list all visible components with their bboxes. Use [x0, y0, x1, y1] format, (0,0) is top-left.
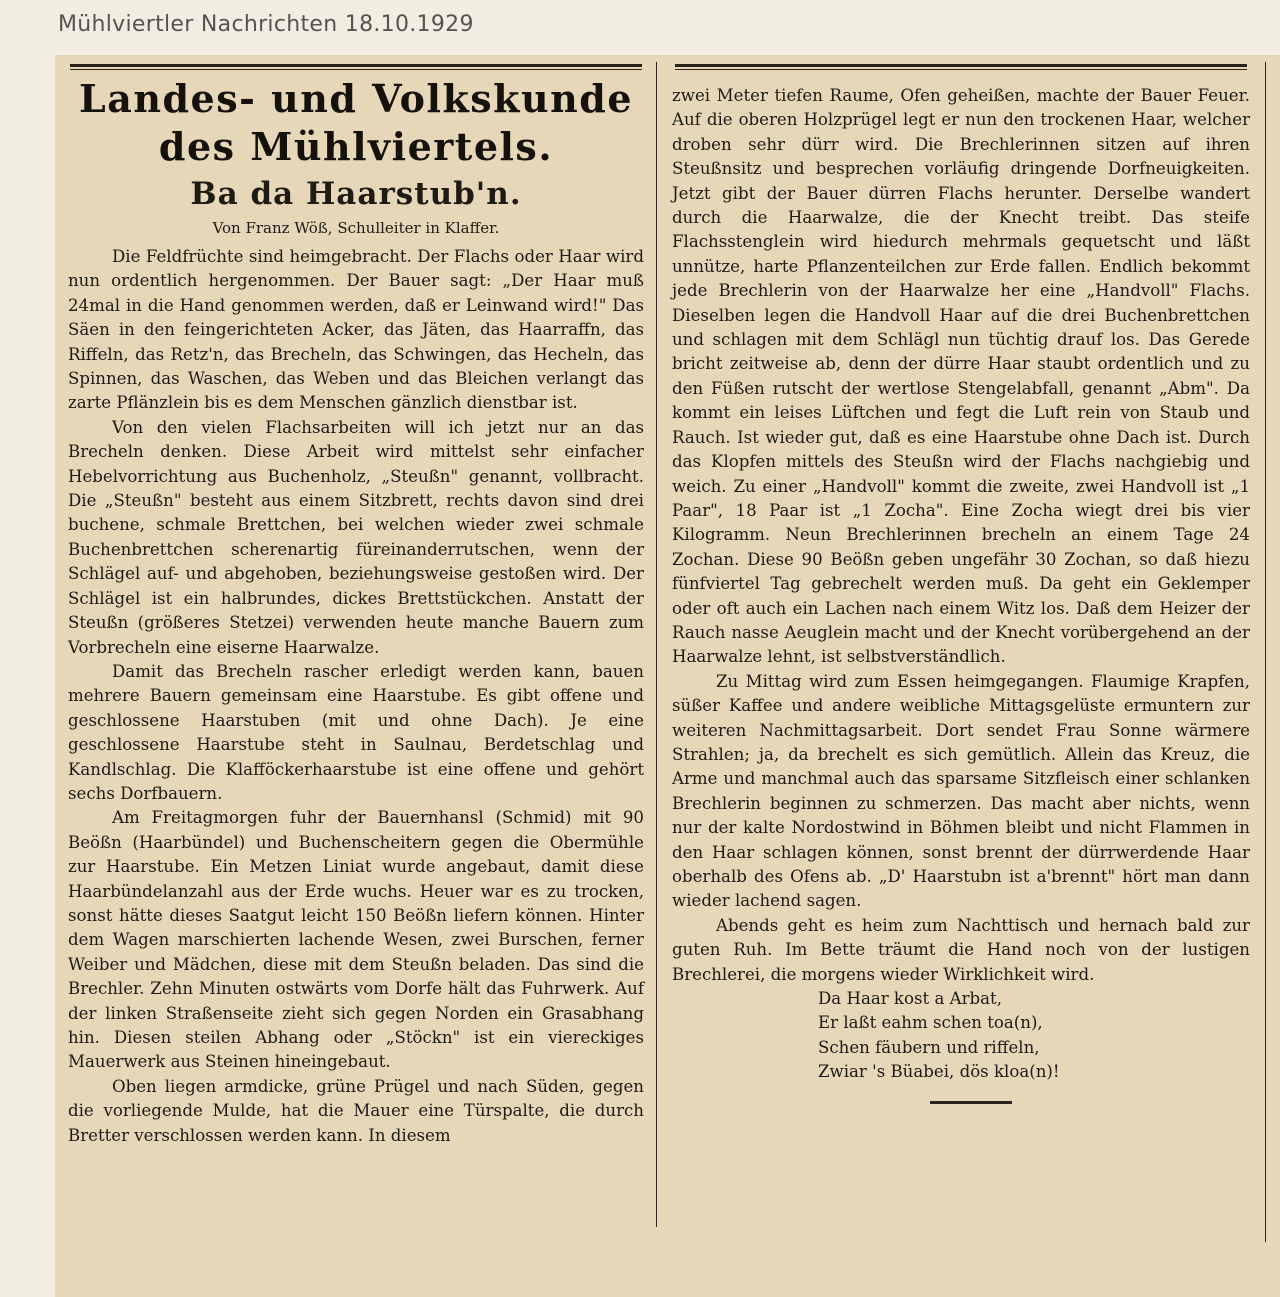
column-divider: [656, 62, 657, 1227]
paragraph: Am Freitagmorgen fuhr der Bauernhansl (Schmid) mit 90 Beößn (Haarbündel) und Buchenscheitern gegen die Obermühle zur Haarstube. Ein Metzen Liniat wurde angebaut, damit diese Haarbündelanzahl aus der Erde wuchs. Heuer war es zu trocken, sonst hätte dieses Saatgut leicht 150 Beößn liefern können. Hinter dem Wagen marschierten lachende Wesen, zwei Burschen, ferner Weiber und Mädchen, diese mit dem Steußn beladen. Das sind die Brechler. Zehn Minuten ostwärts vom Dorfe hält das Fuhrwerk. Auf der linken Straßenseite zieht sich gegen Norden ein Grasabhang hin. Diesen steilen Abhang oder „Stöckn" ist ein viereckiges Mauerwerk aus Steinen hineingebaut.: [68, 808, 644, 1072]
source-caption: Mühlviertler Nachrichten 18.10.1929: [58, 12, 474, 37]
paragraph: Abends geht es heim zum Nachttisch und hernach bald zur guten Ruh. Im Bette träumt die Hand noch von der lustigen Brechlerei, die morgens wieder Wirklichkeit wird.: [672, 915, 1250, 984]
paragraph: zwei Meter tiefen Raume, Ofen geheißen, machte der Bauer Feuer. Auf die oberen Holzprügel legt er nun den trockenen Haar, welcher droben sehr dürr wird. Die Brechlerinnen sitzen auf ihren Steußnsitz und besprechen vorläufig dringende Dorfneuigkeiten. Jetzt gibt der Bauer dürren Flachs herunter. Derselbe wandert durch die Haarwalze, die der Knecht treibt. Das steife Flachsstenglein wird hiedurch mehrmals gequetscht und läßt unnütze, harte Pflanzenteilchen zur Erde fallen. Endlich bekommt jede Brechlerin von der Haarwalze her eine „Handvoll" Flachs. Dieselben legen die Handvoll Haar auf die drei Buchenbrettchen und schlagen mit dem Schlägl nun tüchtig drauf los. Das Gerede bricht zeitweise ab, denn der dürre Haar staubt ordentlich und zu den Füßen rutscht der wertlose Stengelabfall, genannt „Abm". Da kommt ein leises Lüftchen und fegt die Luft rein von Staub und Rauch. Ist wieder gut, daß es eine Haarstube ohne Dach ist. Durch das Klopfen mittels des Steußn wird der Flachs nachgiebig und weich. Zu einer „Handvoll" kommt die zweite, zwei Handvoll ist „1 Paar", 18 Paar ist „1 Zocha". Eine Zocha wiegt drei bis vier Kilogramm. Neun Brechlerinnen brecheln an einem Tage 24 Zochan. Diese 90 Beößn geben ungefähr 30 Zochan, so daß hiezu fünfviertel Tag gebrechelt werden muß. Da geht ein Geklemper oder oft auch ein Lachen nach einem Witz los. Daß dem Heizer der Rauch nasse Aeuglein macht und der Knecht vorübergehend an der Haarwalze lehnt, ist selbstverständlich.: [672, 86, 1250, 667]
right-column-body: [672, 84, 1250, 987]
subheadline: Ba da Haarstub'n.: [190, 176, 522, 212]
byline: Von Franz Wöß, Schulleiter in Klaffer.: [212, 219, 500, 237]
paragraph: Von den vielen Flachsarbeiten will ich jetzt nur an das Brecheln denken. Diese Arbeit wird mittelst sehr einfacher Hebelvorrichtung aus Buchenholz, „Steußn" genannt, vollbracht. Die „Steußn" besteht aus einem Sitzbrett, rechts davon sind drei buchene, schmale Brettchen, bei welchen wieder zwei schmale Buchenbrettchen scherenartig füreinanderrutschen, wenn der Schlägel auf- und abgehoben, beziehungsweise gestoßen wird. Der Schlägel ist ein halbrundes, dickes Brettstückchen. Anstatt der Steußn (größeres Stetzei) verwenden heute manche Bauern zum Vorbrecheln eine eiserne Haarwalze.: [68, 417, 644, 657]
headline-line-2: des Mühlviertels.: [158, 124, 554, 169]
left-column-body: [68, 245, 644, 1148]
right-edge-rule: [1265, 62, 1266, 1242]
end-rule: [930, 1101, 1012, 1104]
paragraph: Damit das Brecheln rascher erledigt werden kann, bauen mehrere Bauern gemeinsam eine Haarstube. Es gibt offene und geschlossene Haarstuben (mit und ohne Dach). Je eine geschlossene Haarstube steht in Saulnau, Berdetschlag und Kandlschlag. Die Klafföckerhaarstube ist eine offene und gehört sechs Dorfbauern.: [68, 661, 644, 803]
paragraph: Die Feldfrüchte sind heimgebracht. Der Flachs oder Haar wird nun ordentlich hergenommen. Der Bauer sagt: „Der Haar muß 24mal in die Hand genommen werden, daß er Leinwand wird!" Das Säen in den feingerichteten Acker, das Jäten, das Haarraffn, das Riffeln, das Retz'n, das Brecheln, das Schwingen, das Hecheln, das Spinnen, das Waschen, das Weben und das Bleichen verlangt das zarte Pflänzlein bis es dem Menschen gänzlich dienstbar ist.: [68, 247, 644, 413]
left-column: [68, 75, 644, 1148]
top-rule-right: [675, 64, 1247, 70]
verse-line: Zwiar 's Büabei, dös kloa(n)!: [818, 1062, 1060, 1082]
verse-line: Schen fäubern und riffeln,: [818, 1037, 1040, 1057]
headline-line-1: Landes- und Volkskunde: [79, 76, 633, 121]
closing-verse: [818, 987, 1250, 1085]
top-rule-left: [70, 64, 642, 70]
paragraph: Zu Mittag wird zum Essen heimgegangen. Flaumige Krapfen, süßer Kaffee und andere weibliche Mittagsgelüste ermuntern zur weiteren Nachmittagsarbeit. Dort sendet Frau Sonne wärmere Strahlen; ja, da brechelt es sich gemütlich. Allein das Kreuz, die Arme und manchmal auch das sparsame Sitzfleisch einer schlanken Brechlerin beginnen zu schmerzen. Das macht aber nichts, wenn nur der kalte Nordostwind in Böhmen bleibt und nicht Flammen in den Haar schlagen können, sonst brennt der dürrwerdende Haar oberhalb des Ofens ab. „D' Haarstubn ist a'brennt" hört man dann wieder lachend sagen.: [672, 671, 1250, 911]
paragraph: Oben liegen armdicke, grüne Prügel und nach Süden, gegen die vorliegende Mulde, hat die Mauer eine Türspalte, die durch Bretter verschlossen werden kann. In diesem: [68, 1076, 644, 1145]
right-column: [672, 84, 1250, 1104]
verse-line: Er laßt eahm schen toa(n),: [818, 1013, 1043, 1033]
verse-line: Da Haar kost a Arbat,: [818, 989, 1002, 1009]
